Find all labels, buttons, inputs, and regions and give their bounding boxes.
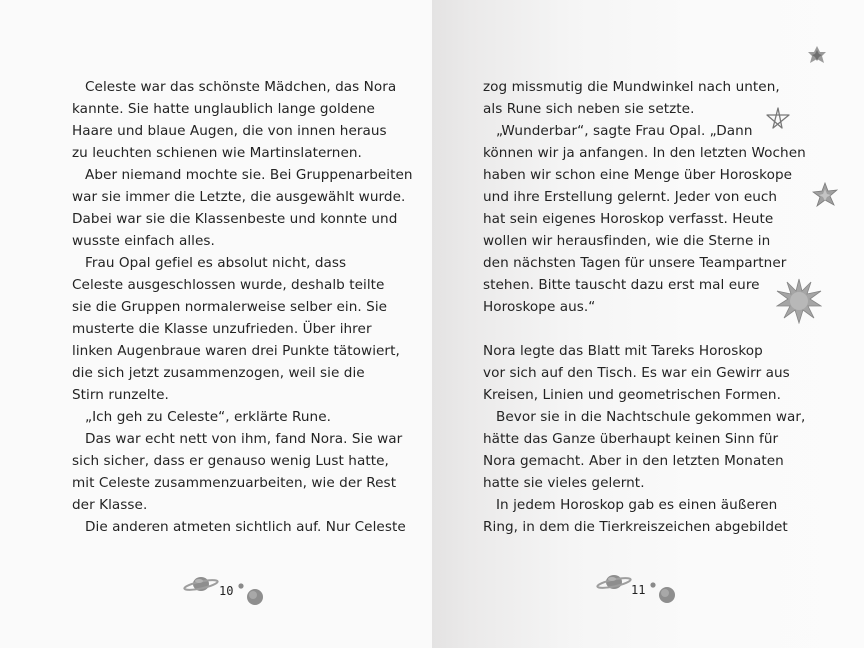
left-page-text: [72, 76, 413, 538]
text-line: sich sicher, dass er genauso wenig Lust hatte,: [72, 453, 389, 469]
text-line: hatte sie vieles gelernt.: [483, 475, 645, 491]
page-number-right: 11: [631, 583, 646, 597]
planet-icon: [245, 587, 265, 607]
folded-star-icon: [812, 182, 838, 208]
text-line: hätte das Ganze überhaupt keinen Sinn für: [483, 431, 779, 447]
small-moon-icon: [649, 581, 657, 589]
text-line: kannte. Sie hatte unglaublich lange goldene: [72, 101, 375, 117]
text-line: war sie immer die Letzte, die ausgewählt wurde.: [72, 189, 406, 205]
text-line: wollen wir herausfinden, wie die Sterne in: [483, 233, 771, 249]
text-line: Kreisen, Linien und geometrischen Formen.: [483, 387, 781, 403]
saturn-icon: [596, 572, 632, 592]
text-line: Frau Opal gefiel es absolut nicht, dass: [85, 255, 347, 271]
page-number-left: 10: [219, 584, 234, 598]
text-line: und ihre Erstellung gelernt. Jeder von euch: [483, 189, 778, 205]
pentagram-outline-icon: [765, 106, 791, 132]
text-line: als Rune sich neben sie setzte.: [483, 101, 695, 117]
text-line: Die anderen atmeten sichtlich auf. Nur Celeste: [85, 519, 406, 535]
text-line: Celeste ausgeschlossen wurde, deshalb teilte: [72, 277, 385, 293]
text-line: haben wir schon eine Menge über Horoskope: [483, 167, 793, 183]
text-line: „Ich geh zu Celeste“, erklärte Rune.: [85, 409, 332, 425]
text-line: können wir ja anfangen. In den letzten Wochen: [483, 145, 806, 161]
text-line: Stirn runzelte.: [72, 387, 169, 403]
hexagram-star-icon: [807, 45, 827, 65]
planet-icon: [657, 585, 677, 605]
text-line: In jedem Horoskop gab es einen äußeren: [496, 497, 778, 513]
text-line: zu leuchten schienen wie Martinslaternen.: [72, 145, 362, 161]
text-line: zog missmutig die Mundwinkel nach unten,: [483, 79, 780, 95]
saturn-icon: [183, 574, 219, 594]
text-line: Dabei war sie die Klassenbeste und konnte und: [72, 211, 398, 227]
text-line: sie die Gruppen normalerweise selber ein. Sie: [72, 299, 388, 315]
text-line: Nora gemacht. Aber in den letzten Monaten: [483, 453, 784, 469]
text-line: Aber niemand mochte sie. Bei Gruppenarbeiten: [85, 167, 413, 183]
text-line: musterte die Klasse unzufrieden. Über ihrer: [72, 321, 372, 337]
small-moon-icon: [237, 582, 245, 590]
text-line: [483, 318, 806, 340]
text-line: hat sein eigenes Horoskop verfasst. Heute: [483, 211, 774, 227]
text-line: mit Celeste zusammenzuarbeiten, wie der Rest: [72, 475, 397, 491]
text-line: Bevor sie in die Nachtschule gekommen war,: [496, 409, 806, 425]
text-line: Haare und blaue Augen, die von innen heraus: [72, 123, 387, 139]
text-line: die sich jetzt zusammenzogen, weil sie die: [72, 365, 365, 381]
text-line: Horoskope aus.“: [483, 299, 596, 315]
text-line: linken Augenbraue waren drei Punkte tätowiert,: [72, 343, 400, 359]
text-line: wusste einfach alles.: [72, 233, 215, 249]
text-line: stehen. Bitte tauscht dazu erst mal eure: [483, 277, 760, 293]
text-line: Nora legte das Blatt mit Tareks Horoskop: [483, 343, 763, 359]
text-line: vor sich auf den Tisch. Es war ein Gewirr aus: [483, 365, 790, 381]
text-line: „Wunderbar“, sagte Frau Opal. „Dann: [496, 123, 753, 139]
text-line: den nächsten Tagen für unsere Teampartner: [483, 255, 787, 271]
text-line: Celeste war das schönste Mädchen, das Nora: [85, 79, 397, 95]
spiky-star-icon: [776, 278, 822, 324]
text-line: der Klasse.: [72, 497, 148, 513]
text-line: Ring, in dem die Tierkreiszeichen abgebildet: [483, 519, 788, 535]
text-line: Das war echt nett von ihm, fand Nora. Sie war: [85, 431, 403, 447]
right-page: [432, 0, 864, 648]
right-page-text: [483, 76, 806, 538]
